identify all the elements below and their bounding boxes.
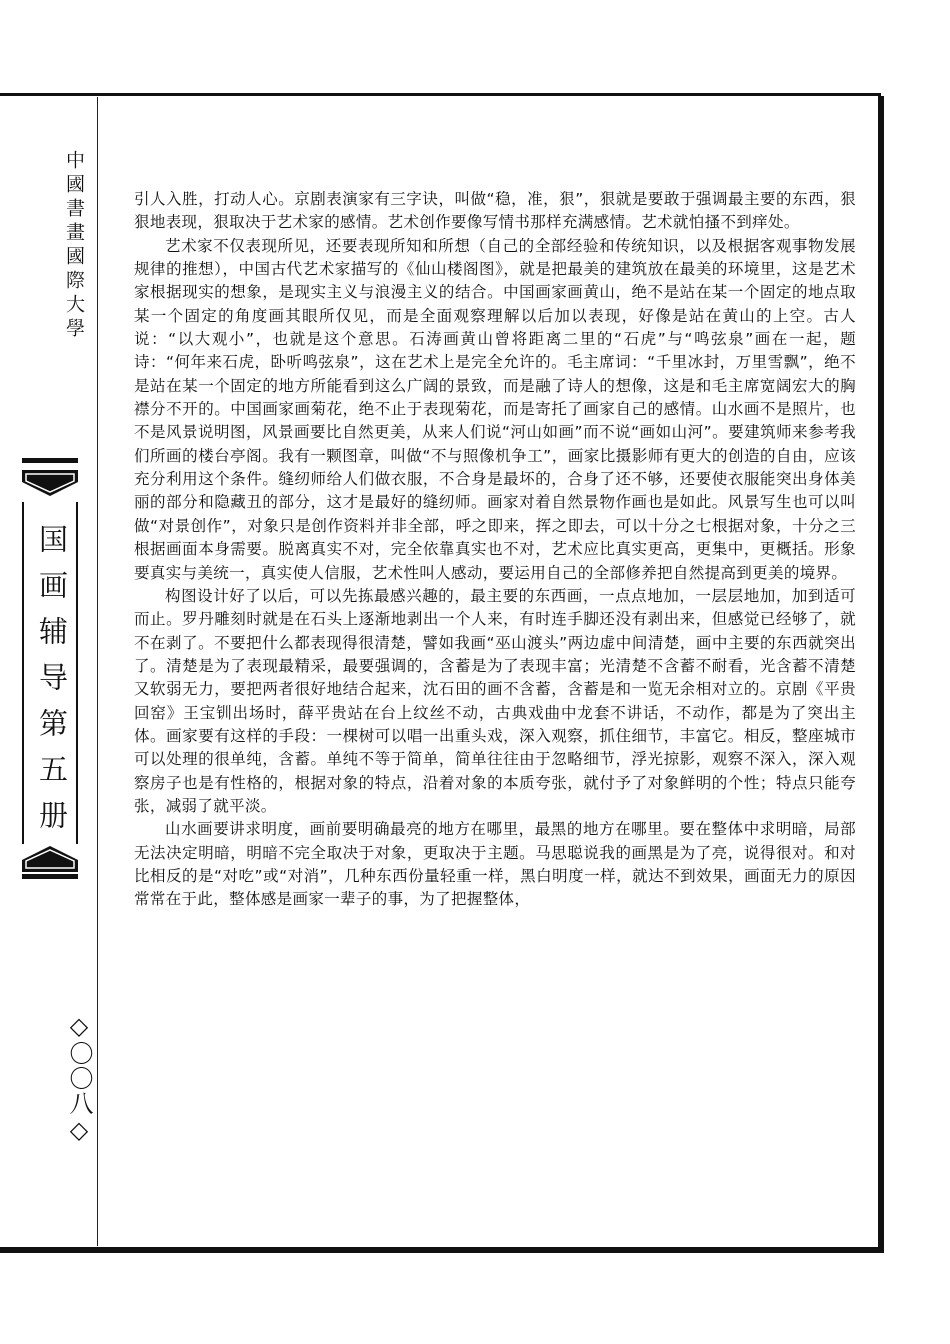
- paragraph-2: 艺术家不仅表现所见，还要表现所知和所想（自己的全部经验和传统知识，以及根据客观事物发展规律的推想），中国古代艺术家描写的《仙山楼阁图》，就是把最美的建筑放在最美的环境里，这是艺术家根据现实的想象，是现实主义与浪漫主义的结合。中国画家画黄山，绝不是站在某一个固定的地点取某一个固定的角度画其眼所仅见，而是全面观察理解以后加以表现，好像是站在黄山的上空。古人说：“以大观小”，也就是这个意思。石涛画黄山曾将距离二里的“石虎”与“鸣弦泉”画在一起，题诗：“何年来石虎，卧听鸣弦泉”，这在艺术上是完全允许的。毛主席词：“千里冰封，万里雪飘”，绝不是站在某一个固定的地方所能看到这么广阔的景致，而是融了诗人的想像，这是和毛主席宽阔宏大的胸襟分不开的。中国画家画菊花，绝不止于表现菊花，而是寄托了画家自己的感情。山水画不是照片，也不是风景说明图，风景画要比自然更美，从来人们说“河山如画”而不说“画如山河”。要建筑师来参考我们所画的楼台亭阁。我有一颗图章，叫做“不与照像机争工”，画家比摄影师有更大的创造的自由，应该充分利用这个条件。缝纫师给人们做衣服，不合身是最坏的，合身了还不够，还要使衣服能突出身体美丽的部分和隐藏丑的部分，这才是最好的缝纫师。画家对着自然景物作画也是如此。风景写生也可以叫做“对景创作”，对象只是创作资料并非全部，呼之即来，挥之即去，可以十分之七根据对象，十分之三根据画面本身需要。脱离真实不对，完全依靠真实也不对，艺术应比真实更高，更集中，更概括。形象要真实与美统一，真实使人信服，艺术性叫人感动，要运用自己的全部修养把自然提高到更美的境界。: [134, 236, 856, 582]
- top-decor-bar: [22, 458, 78, 463]
- top-chevron-ornament: [22, 470, 78, 496]
- paragraph-4: 山水画要讲求明度，画前要明确最亮的地方在哪里，最黑的地方在哪里。要在整体中求明暗，局部无法决定明暗，明暗不完全取决于对象，更取决于主题。马思聪说我的画黑是为了亮，说得很对。和对比相反的是“对吃”或“对消”，几种东西份量轻重一样，黑白明度一样，就达不到效果，画面无力的原因常常在于此，整体感是画家一辈子的事，为了把握整体，: [134, 820, 856, 909]
- book-title: 国画辅导第五册: [35, 524, 69, 846]
- bottom-decor-bar: [22, 874, 78, 879]
- paragraph-3: 构图设计好了以后，可以先拣最感兴趣的，最主要的东西画，一点点地加，一层层地加，加到适可而止。罗丹雕刻时就是在石头上逐渐地剥出一个人来，有时连手脚还没有剥出来，但感觉已经够了，就不在剥了。不要把什么都表现得很清楚，譬如我画“巫山渡头”两边虚中间清楚，画中主要的东西就突出了。清楚是为了表现最精采，最要强调的，含蓄是为了表现丰富；光清楚不含蓄不耐看，光含蓄不清楚又软弱无力，要把两者很好地结合起来，沈石田的画不含蓄，含蓄是和一览无余相对立的。京剧《平贵回窑》王宝钏出场时，薛平贵站在台上纹丝不动，古典戏曲中龙套不讲话，不动作，都是为了突出主体。画家要有这样的手段：一棵树可以唱一出重头戏，深入观察，抓住细节，丰富它。相反，整座城市可以处理的很单纯，含蓄。单纯不等于简单，简单往往由于忽略细节，浮光掠影，观察不深入，深入观察房子也是有性格的，根据对象的特点，沿着对象的本质夸张，就付予了对象鲜明的个性；特点只能夸张，减弱了就平淡。: [134, 586, 856, 815]
- paragraph-1: 引人入胜，打动人心。京剧表演家有三字诀，叫做“稳，准，狠”，狠就是要敢于强调最主要的东西，狠狠地表现，狠取决于艺术家的感情。艺术创作要像写情书那样充满感情。艺术就怕搔不到痒处。: [134, 190, 856, 232]
- body-text: [134, 188, 856, 912]
- page-number: ◇〇〇八◇: [65, 1012, 93, 1145]
- university-name: 中國書畫國際大學: [63, 150, 85, 342]
- sidebar-divider: [97, 97, 98, 1246]
- bottom-chevron-ornament: [22, 846, 78, 872]
